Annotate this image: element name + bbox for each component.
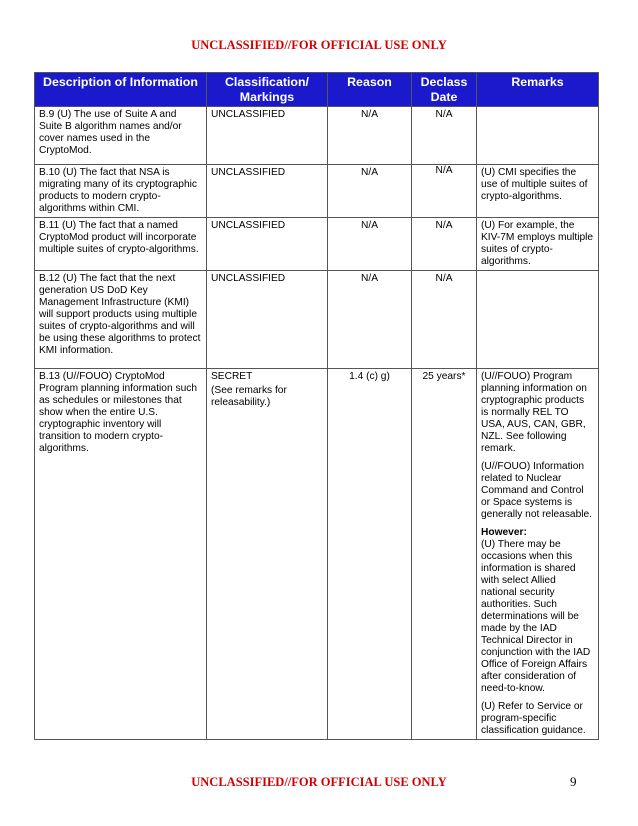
table-row — [35, 369, 599, 740]
table-row — [35, 107, 599, 165]
row-declass: N/A — [412, 218, 477, 271]
header-remarks: Remarks — [477, 73, 599, 107]
remarks-however-label: However: — [481, 527, 527, 538]
row-description: B.10 (U) The fact that NSA is migrating many of its cryptographic products to modern crypto-algorithms within CMI. — [35, 165, 207, 218]
row-reason: 1.4 (c) g) — [328, 369, 412, 740]
row-classification: UNCLASSIFIED — [207, 271, 328, 369]
row-reason: N/A — [328, 107, 412, 165]
remarks-paragraph: (U//FOUO) Program planning information on cryptographic products is normally REL TO USA, AUS, CAN, GBR, NZL. See following remark. — [481, 371, 587, 454]
classification-table — [34, 72, 599, 740]
row-declass: N/A — [412, 165, 477, 218]
row-classification: UNCLASSIFIED — [207, 165, 328, 218]
page-number: 9 — [570, 774, 577, 789]
row-remarks — [477, 107, 599, 165]
table-row — [35, 218, 599, 271]
row-classification: UNCLASSIFIED — [207, 218, 328, 271]
row-declass: N/A — [412, 271, 477, 369]
header-reason: Reason — [328, 73, 412, 107]
row-classification-level: SECRET — [211, 371, 253, 382]
classification-banner-bottom: UNCLASSIFIED//FOR OFFICIAL USE ONLY — [191, 775, 447, 789]
row-reason: N/A — [328, 218, 412, 271]
row-description: B.12 (U) The fact that the next generation US DoD Key Management Infrastructure (KMI) will support products using multiple suites of crypto-algorithms and will be using these algorithms to protect KMI information. — [35, 271, 207, 369]
row-description: B.11 (U) The fact that a named CryptoMod product will incorporate multiple suites of crypto-algorithms. — [35, 218, 207, 271]
table-header-row — [35, 73, 599, 107]
header-classification: Classification/ Markings — [207, 73, 328, 107]
row-remarks — [477, 369, 599, 740]
row-description: B.9 (U) The use of Suite A and Suite B algorithm names and/or cover names used in the CryptoMod. — [35, 107, 207, 165]
header-description: Description of Information — [35, 73, 207, 107]
row-remarks — [477, 271, 599, 369]
row-remarks: (U) CMI specifies the use of multiple suites of crypto-algorithms. — [477, 165, 599, 218]
row-reason: N/A — [328, 271, 412, 369]
header-declass-date: Declass Date — [412, 73, 477, 107]
row-reason: N/A — [328, 165, 412, 218]
row-classification-note: (See remarks for releasability.) — [211, 385, 287, 408]
remarks-paragraph: (U) Refer to Service or program-specific classification guidance. — [481, 701, 586, 736]
classification-banner-top: UNCLASSIFIED//FOR OFFICIAL USE ONLY — [191, 38, 447, 52]
row-declass: N/A — [412, 107, 477, 165]
remarks-however-text: (U) There may be occasions when this information is shared with select Allied national security authorities. Such determinations will be made by the IAD Technical Director in conjunction with the IAD Office of Foreign Affairs after consideration of need-to-know. — [481, 539, 591, 694]
table-row — [35, 271, 599, 369]
row-description: B.13 (U//FOUO) CryptoMod Program planning information such as schedules or milestones that show when the entire U.S. cryptographic inventory will transition to modern crypto-algorithms. — [35, 369, 207, 740]
remarks-however-block — [481, 527, 594, 695]
row-classification: UNCLASSIFIED — [207, 107, 328, 165]
row-remarks: (U) For example, the KIV-7M employs multiple suites of crypto-algorithms. — [477, 218, 599, 271]
row-classification — [207, 369, 328, 740]
remarks-paragraph: (U//FOUO) Information related to Nuclear Command and Control or Space systems is generally not releasable. — [481, 461, 593, 520]
row-declass: 25 years* — [412, 369, 477, 740]
table-row — [35, 165, 599, 218]
